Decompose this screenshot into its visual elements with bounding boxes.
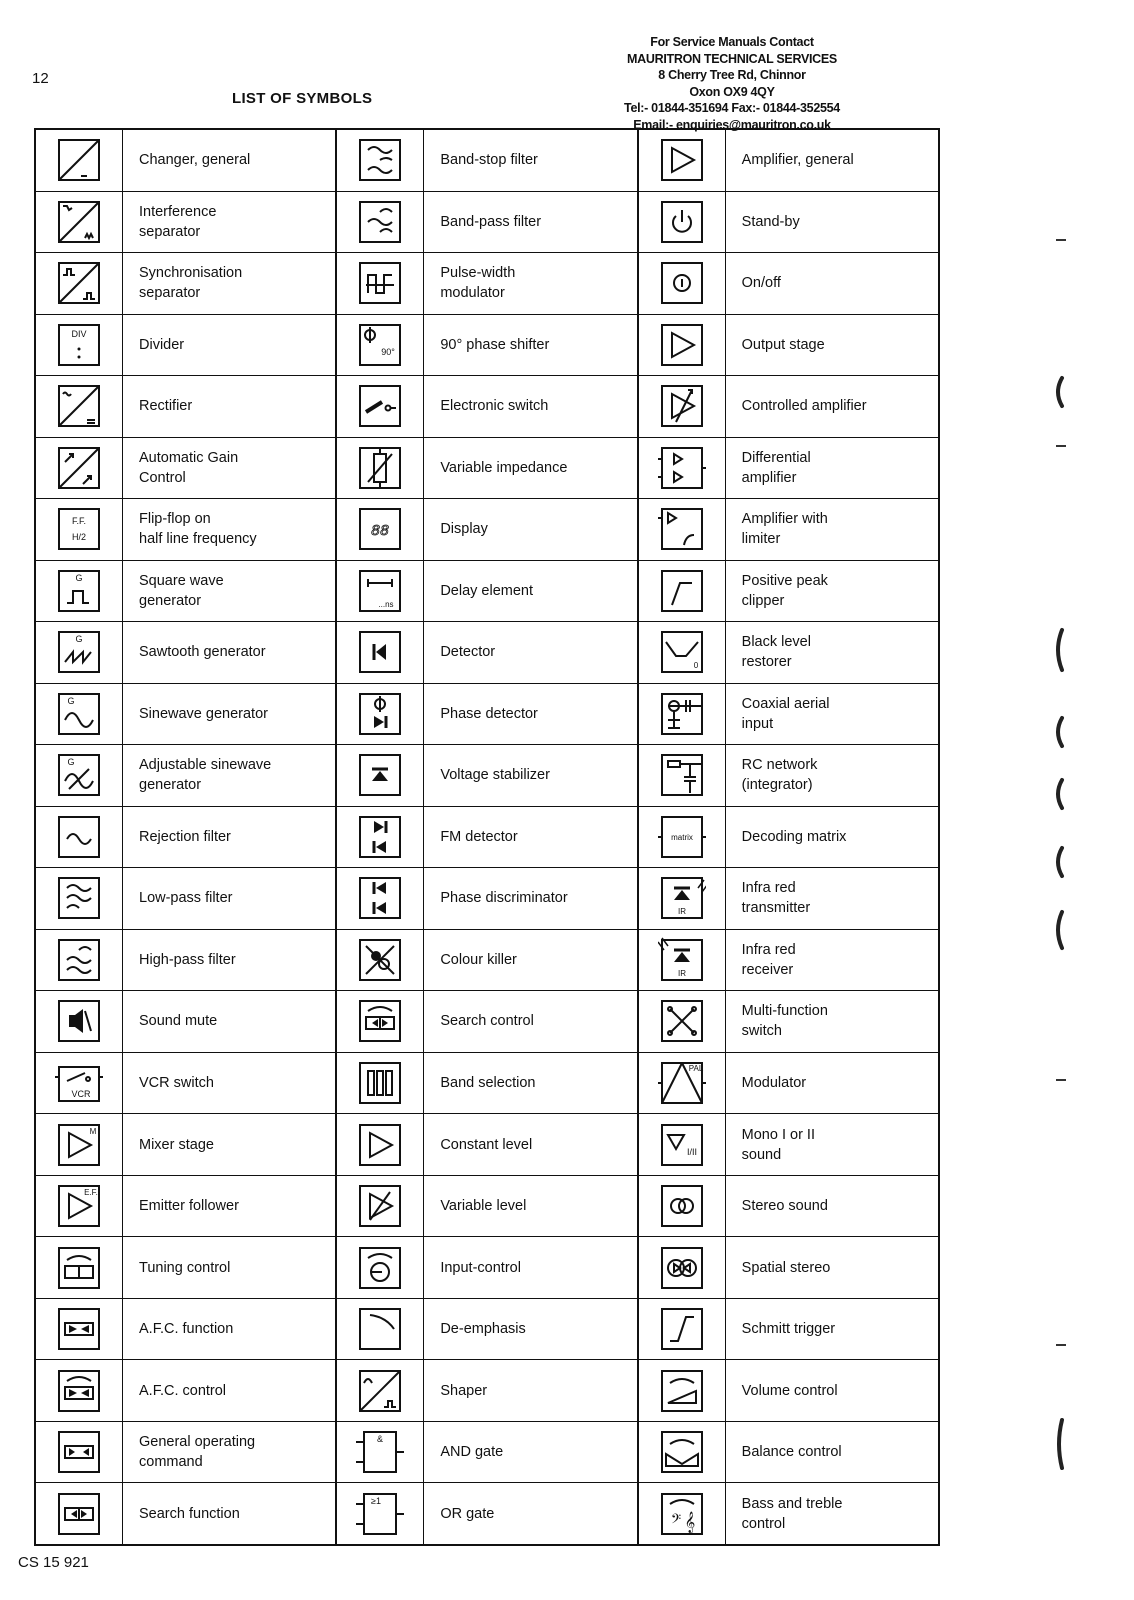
voltage-stabilizer-icon xyxy=(337,745,424,806)
ir-receiver-icon xyxy=(639,930,726,991)
symbol-label: Pulse-width modulator xyxy=(440,265,516,302)
adjustable-sinewave-icon xyxy=(36,745,123,806)
symbol-label: Decoding matrix xyxy=(741,828,847,845)
table-row xyxy=(639,868,938,930)
table-row xyxy=(337,1299,636,1361)
symbol-label: Phase detector xyxy=(440,705,538,722)
table-row xyxy=(639,192,938,254)
table-row xyxy=(337,130,636,192)
table-row xyxy=(36,1053,335,1115)
symbols-column xyxy=(337,130,638,1544)
table-row xyxy=(639,438,938,500)
table-row xyxy=(639,1360,938,1422)
svg-text:matrix: matrix xyxy=(670,832,693,842)
table-row xyxy=(639,1053,938,1115)
peak-clipper-icon xyxy=(639,561,726,622)
and-gate-icon xyxy=(337,1422,424,1483)
phase-detector-icon xyxy=(337,684,424,745)
svg-text:...ns: ...ns xyxy=(378,599,394,609)
pwm-icon xyxy=(337,253,424,314)
symbol-label: Sinewave generator xyxy=(139,705,268,722)
symbols-column xyxy=(639,130,938,1544)
symbol-label: Electronic switch xyxy=(440,398,549,415)
table-row xyxy=(337,868,636,930)
contact-line: For Service Manuals Contact xyxy=(650,35,814,49)
table-row xyxy=(639,253,938,315)
symbols-column xyxy=(36,130,337,1544)
table-row xyxy=(639,1176,938,1238)
table-row xyxy=(337,1422,636,1484)
symbol-label: Synchronisation separator xyxy=(139,265,243,302)
symbol-label: AND gate xyxy=(440,1444,504,1461)
table-row xyxy=(36,745,335,807)
symbol-label: Interference separator xyxy=(139,203,217,240)
bass-treble-icon xyxy=(639,1483,726,1544)
table-row xyxy=(36,930,335,992)
symbol-label: VCR switch xyxy=(139,1074,214,1091)
svg-text:IR: IR xyxy=(677,907,686,917)
symbol-label: Band selection xyxy=(440,1074,536,1091)
table-row xyxy=(36,868,335,930)
symbol-label: OR gate xyxy=(440,1505,495,1522)
table-row xyxy=(337,991,636,1053)
constant-level-icon xyxy=(337,1114,424,1175)
svg-text:G: G xyxy=(75,634,83,645)
table-row xyxy=(337,192,636,254)
volume-control-icon xyxy=(639,1360,726,1421)
svg-text:E.F.: E.F. xyxy=(84,1188,98,1198)
black-level-icon xyxy=(639,622,726,683)
symbol-label: Mono I or II sound xyxy=(741,1126,815,1163)
svg-text:&: & xyxy=(377,1434,384,1445)
svg-text:I/II: I/II xyxy=(686,1146,697,1157)
symbol-label: Infra red receiver xyxy=(741,941,796,978)
table-row xyxy=(337,499,636,561)
table-row xyxy=(36,622,335,684)
table-row xyxy=(36,1360,335,1422)
table-row xyxy=(337,1360,636,1422)
low-pass-icon xyxy=(36,868,123,929)
symbol-label: Volume control xyxy=(741,1382,838,1399)
page-number: 12 xyxy=(32,70,49,87)
afc-control-icon xyxy=(36,1360,123,1421)
table-row xyxy=(337,1483,636,1544)
symbol-label: FM detector xyxy=(440,828,518,845)
svg-text:IR: IR xyxy=(677,968,686,978)
symbol-label: Variable level xyxy=(440,1198,527,1215)
fm-detector-icon xyxy=(337,807,424,868)
symbol-label: Low-pass filter xyxy=(139,890,233,907)
table-row xyxy=(639,130,938,192)
table-row xyxy=(639,1422,938,1484)
contact-block xyxy=(612,34,852,133)
svg-text:≥1: ≥1 xyxy=(371,1495,382,1506)
symbol-label: Shaper xyxy=(440,1382,488,1399)
table-row xyxy=(639,745,938,807)
symbol-label: Coaxial aerial input xyxy=(741,695,830,732)
emitter-follower-icon xyxy=(36,1176,123,1237)
svg-text:𝄢: 𝄢 xyxy=(670,1512,681,1530)
table-row xyxy=(36,561,335,623)
phase-discriminator-icon xyxy=(337,868,424,929)
svg-text:𝄞: 𝄞 xyxy=(684,1511,695,1532)
symbol-label: Phase discriminator xyxy=(440,890,568,907)
table-row xyxy=(36,807,335,869)
stereo-sound-icon xyxy=(639,1176,726,1237)
symbol-label: Schmitt trigger xyxy=(741,1321,836,1338)
symbol-label: De-emphasis xyxy=(440,1321,526,1338)
symbol-label: Band-pass filter xyxy=(440,213,542,230)
square-wave-icon xyxy=(36,561,123,622)
svg-text:VCR: VCR xyxy=(71,1088,91,1099)
table-row xyxy=(639,684,938,746)
symbol-label: Constant level xyxy=(440,1136,533,1153)
electronic-switch-icon xyxy=(337,376,424,437)
sync-separator-icon xyxy=(36,253,123,314)
shaper-icon xyxy=(337,1360,424,1421)
symbol-label: Delay element xyxy=(440,582,534,599)
sinewave-icon xyxy=(36,684,123,745)
modulator-icon xyxy=(639,1053,726,1114)
table-row xyxy=(337,807,636,869)
symbol-label: Detector xyxy=(440,644,496,661)
table-row xyxy=(639,622,938,684)
symbol-label: Voltage stabilizer xyxy=(440,767,550,784)
symbol-label: Multi-function switch xyxy=(741,1003,828,1040)
table-row xyxy=(337,315,636,377)
svg-text:88: 88 xyxy=(371,523,390,541)
symbol-label: Display xyxy=(440,521,488,538)
symbol-label: Search control xyxy=(440,1013,534,1030)
symbol-label: Amplifier with limiter xyxy=(741,511,828,548)
rc-network-icon xyxy=(639,745,726,806)
binding-edge-marks xyxy=(1040,0,1134,1600)
table-row xyxy=(639,1299,938,1361)
contact-line: 8 Cherry Tree Rd, Chinnor xyxy=(658,68,806,82)
symbol-label: Modulator xyxy=(741,1074,807,1091)
table-row xyxy=(36,376,335,438)
symbol-label: Balance control xyxy=(741,1444,842,1461)
symbol-label: Positive peak clipper xyxy=(741,572,828,609)
symbol-label: High-pass filter xyxy=(139,951,236,968)
delay-icon xyxy=(337,561,424,622)
symbol-label: Rectifier xyxy=(139,398,193,415)
table-row xyxy=(36,253,335,315)
differential-amplifier-icon xyxy=(639,438,726,499)
mixer-icon xyxy=(36,1114,123,1175)
search-control-icon xyxy=(337,991,424,1052)
table-row xyxy=(36,499,335,561)
page-title: LIST OF SYMBOLS xyxy=(232,90,373,107)
symbol-label: Mixer stage xyxy=(139,1136,214,1153)
symbol-label: Search function xyxy=(139,1505,240,1522)
symbol-label: Band-stop filter xyxy=(440,152,538,169)
de-emphasis-icon xyxy=(337,1299,424,1360)
amplifier-limiter-icon xyxy=(639,499,726,560)
variable-level-icon xyxy=(337,1176,424,1237)
contact-line: Oxon OX9 4QY xyxy=(689,84,775,99)
symbols-table xyxy=(34,128,940,1546)
on-off-icon xyxy=(639,253,726,314)
phase-shifter-icon xyxy=(337,315,424,376)
table-row xyxy=(337,684,636,746)
search-function-icon xyxy=(36,1483,123,1544)
rejection-filter-icon xyxy=(36,807,123,868)
svg-text:F.F.: F.F. xyxy=(71,516,87,527)
multi-function-switch-icon xyxy=(639,991,726,1052)
table-row xyxy=(36,1114,335,1176)
tuning-control-icon xyxy=(36,1237,123,1298)
symbol-label: Adjustable sinewave generator xyxy=(139,757,272,794)
or-gate-icon xyxy=(337,1483,424,1544)
table-row xyxy=(337,1114,636,1176)
table-row xyxy=(36,1176,335,1238)
table-row xyxy=(639,991,938,1053)
table-row xyxy=(639,499,938,561)
flip-flop-icon xyxy=(36,499,123,560)
spatial-stereo-icon xyxy=(639,1237,726,1298)
svg-text:90°: 90° xyxy=(381,346,396,357)
interference-separator-icon xyxy=(36,192,123,253)
contact-line: Tel:- 01844-351694 Fax:- 01844-352554 xyxy=(624,101,840,115)
symbol-label: Flip-flop on half line frequency xyxy=(139,511,257,548)
ir-transmitter-icon xyxy=(639,868,726,929)
symbol-label: Controlled amplifier xyxy=(741,398,867,415)
symbol-label: Emitter follower xyxy=(139,1198,239,1215)
table-row xyxy=(337,1176,636,1238)
table-row xyxy=(337,1237,636,1299)
table-row xyxy=(337,1053,636,1115)
symbol-label: Stand-by xyxy=(741,213,800,230)
output-stage-icon xyxy=(639,315,726,376)
svg-text:M: M xyxy=(89,1126,97,1136)
svg-text:H/2: H/2 xyxy=(71,532,87,543)
symbol-label: Differential amplifier xyxy=(741,449,811,486)
symbol-label: Square wave generator xyxy=(139,572,224,609)
symbol-label: Infra red transmitter xyxy=(741,880,811,917)
svg-text:G: G xyxy=(67,695,75,706)
band-stop-icon xyxy=(337,130,424,191)
symbol-label: General operating command xyxy=(139,1434,256,1471)
coaxial-input-icon xyxy=(639,684,726,745)
symbol-label: Tuning control xyxy=(139,1259,231,1276)
schmitt-trigger-icon xyxy=(639,1299,726,1360)
table-row xyxy=(639,1237,938,1299)
symbol-label: A.F.C. function xyxy=(139,1321,234,1338)
svg-text:0: 0 xyxy=(693,661,698,671)
band-pass-icon xyxy=(337,192,424,253)
symbol-label: Variable impedance xyxy=(440,459,568,476)
table-row xyxy=(639,807,938,869)
table-row xyxy=(36,1299,335,1361)
table-row xyxy=(337,561,636,623)
table-row xyxy=(639,1483,938,1544)
table-row xyxy=(639,561,938,623)
symbol-label: Automatic Gain Control xyxy=(139,449,239,486)
symbol-label: Black level restorer xyxy=(741,634,811,671)
svg-text:G: G xyxy=(67,757,75,768)
amplifier-icon xyxy=(639,130,726,191)
table-row xyxy=(337,622,636,684)
table-row xyxy=(639,1114,938,1176)
document-code: CS 15 921 xyxy=(18,1554,89,1571)
divider-icon xyxy=(36,315,123,376)
band-selection-icon xyxy=(337,1053,424,1114)
decoding-matrix-icon xyxy=(639,807,726,868)
symbol-label: On/off xyxy=(741,275,781,292)
symbol-label: RC network (integrator) xyxy=(741,757,818,794)
symbol-label: Spatial stereo xyxy=(741,1259,831,1276)
input-control-icon xyxy=(337,1237,424,1298)
contact-line: Email:- enquiries@mauritron.co.uk xyxy=(633,117,831,132)
symbol-label: Changer, general xyxy=(139,152,251,169)
table-row xyxy=(337,930,636,992)
variable-impedance-icon xyxy=(337,438,424,499)
symbol-label: Sawtooth generator xyxy=(139,644,266,661)
rectifier-icon xyxy=(36,376,123,437)
sawtooth-icon xyxy=(36,622,123,683)
table-row xyxy=(639,315,938,377)
standby-icon xyxy=(639,192,726,253)
table-row xyxy=(639,930,938,992)
vcr-switch-icon xyxy=(36,1053,123,1114)
table-row xyxy=(36,315,335,377)
table-row xyxy=(337,376,636,438)
table-row xyxy=(36,130,335,192)
agc-icon xyxy=(36,438,123,499)
balance-control-icon xyxy=(639,1422,726,1483)
symbol-label: A.F.C. control xyxy=(139,1382,227,1399)
svg-text:DIV: DIV xyxy=(71,328,87,339)
symbol-label: Output stage xyxy=(741,336,825,353)
table-row xyxy=(36,192,335,254)
detector-icon xyxy=(337,622,424,683)
symbol-label: Rejection filter xyxy=(139,828,231,845)
svg-text:PAL: PAL xyxy=(688,1063,703,1073)
controlled-amplifier-icon xyxy=(639,376,726,437)
symbol-label: Amplifier, general xyxy=(741,152,854,169)
table-row xyxy=(337,745,636,807)
symbol-label: Divider xyxy=(139,336,185,353)
table-row xyxy=(36,684,335,746)
changer-icon xyxy=(36,130,123,191)
symbol-label: Sound mute xyxy=(139,1013,218,1030)
symbol-label: Input-control xyxy=(440,1259,521,1276)
mono-sound-icon xyxy=(639,1114,726,1175)
sound-mute-icon xyxy=(36,991,123,1052)
table-row xyxy=(36,438,335,500)
table-row xyxy=(337,253,636,315)
table-row xyxy=(639,376,938,438)
table-row xyxy=(337,438,636,500)
table-row xyxy=(36,1237,335,1299)
colour-killer-icon xyxy=(337,930,424,991)
display-icon xyxy=(337,499,424,560)
symbol-label: Stereo sound xyxy=(741,1198,828,1215)
symbol-label: Colour killer xyxy=(440,951,517,968)
high-pass-icon xyxy=(36,930,123,991)
symbol-label: Bass and treble control xyxy=(741,1495,843,1532)
contact-line: MAURITRON TECHNICAL SERVICES xyxy=(627,51,837,66)
table-row xyxy=(36,1483,335,1544)
table-row xyxy=(36,991,335,1053)
symbol-label: 90° phase shifter xyxy=(440,336,550,353)
afc-function-icon xyxy=(36,1299,123,1360)
table-row xyxy=(36,1422,335,1484)
svg-text:G: G xyxy=(75,572,83,583)
general-command-icon xyxy=(36,1422,123,1483)
